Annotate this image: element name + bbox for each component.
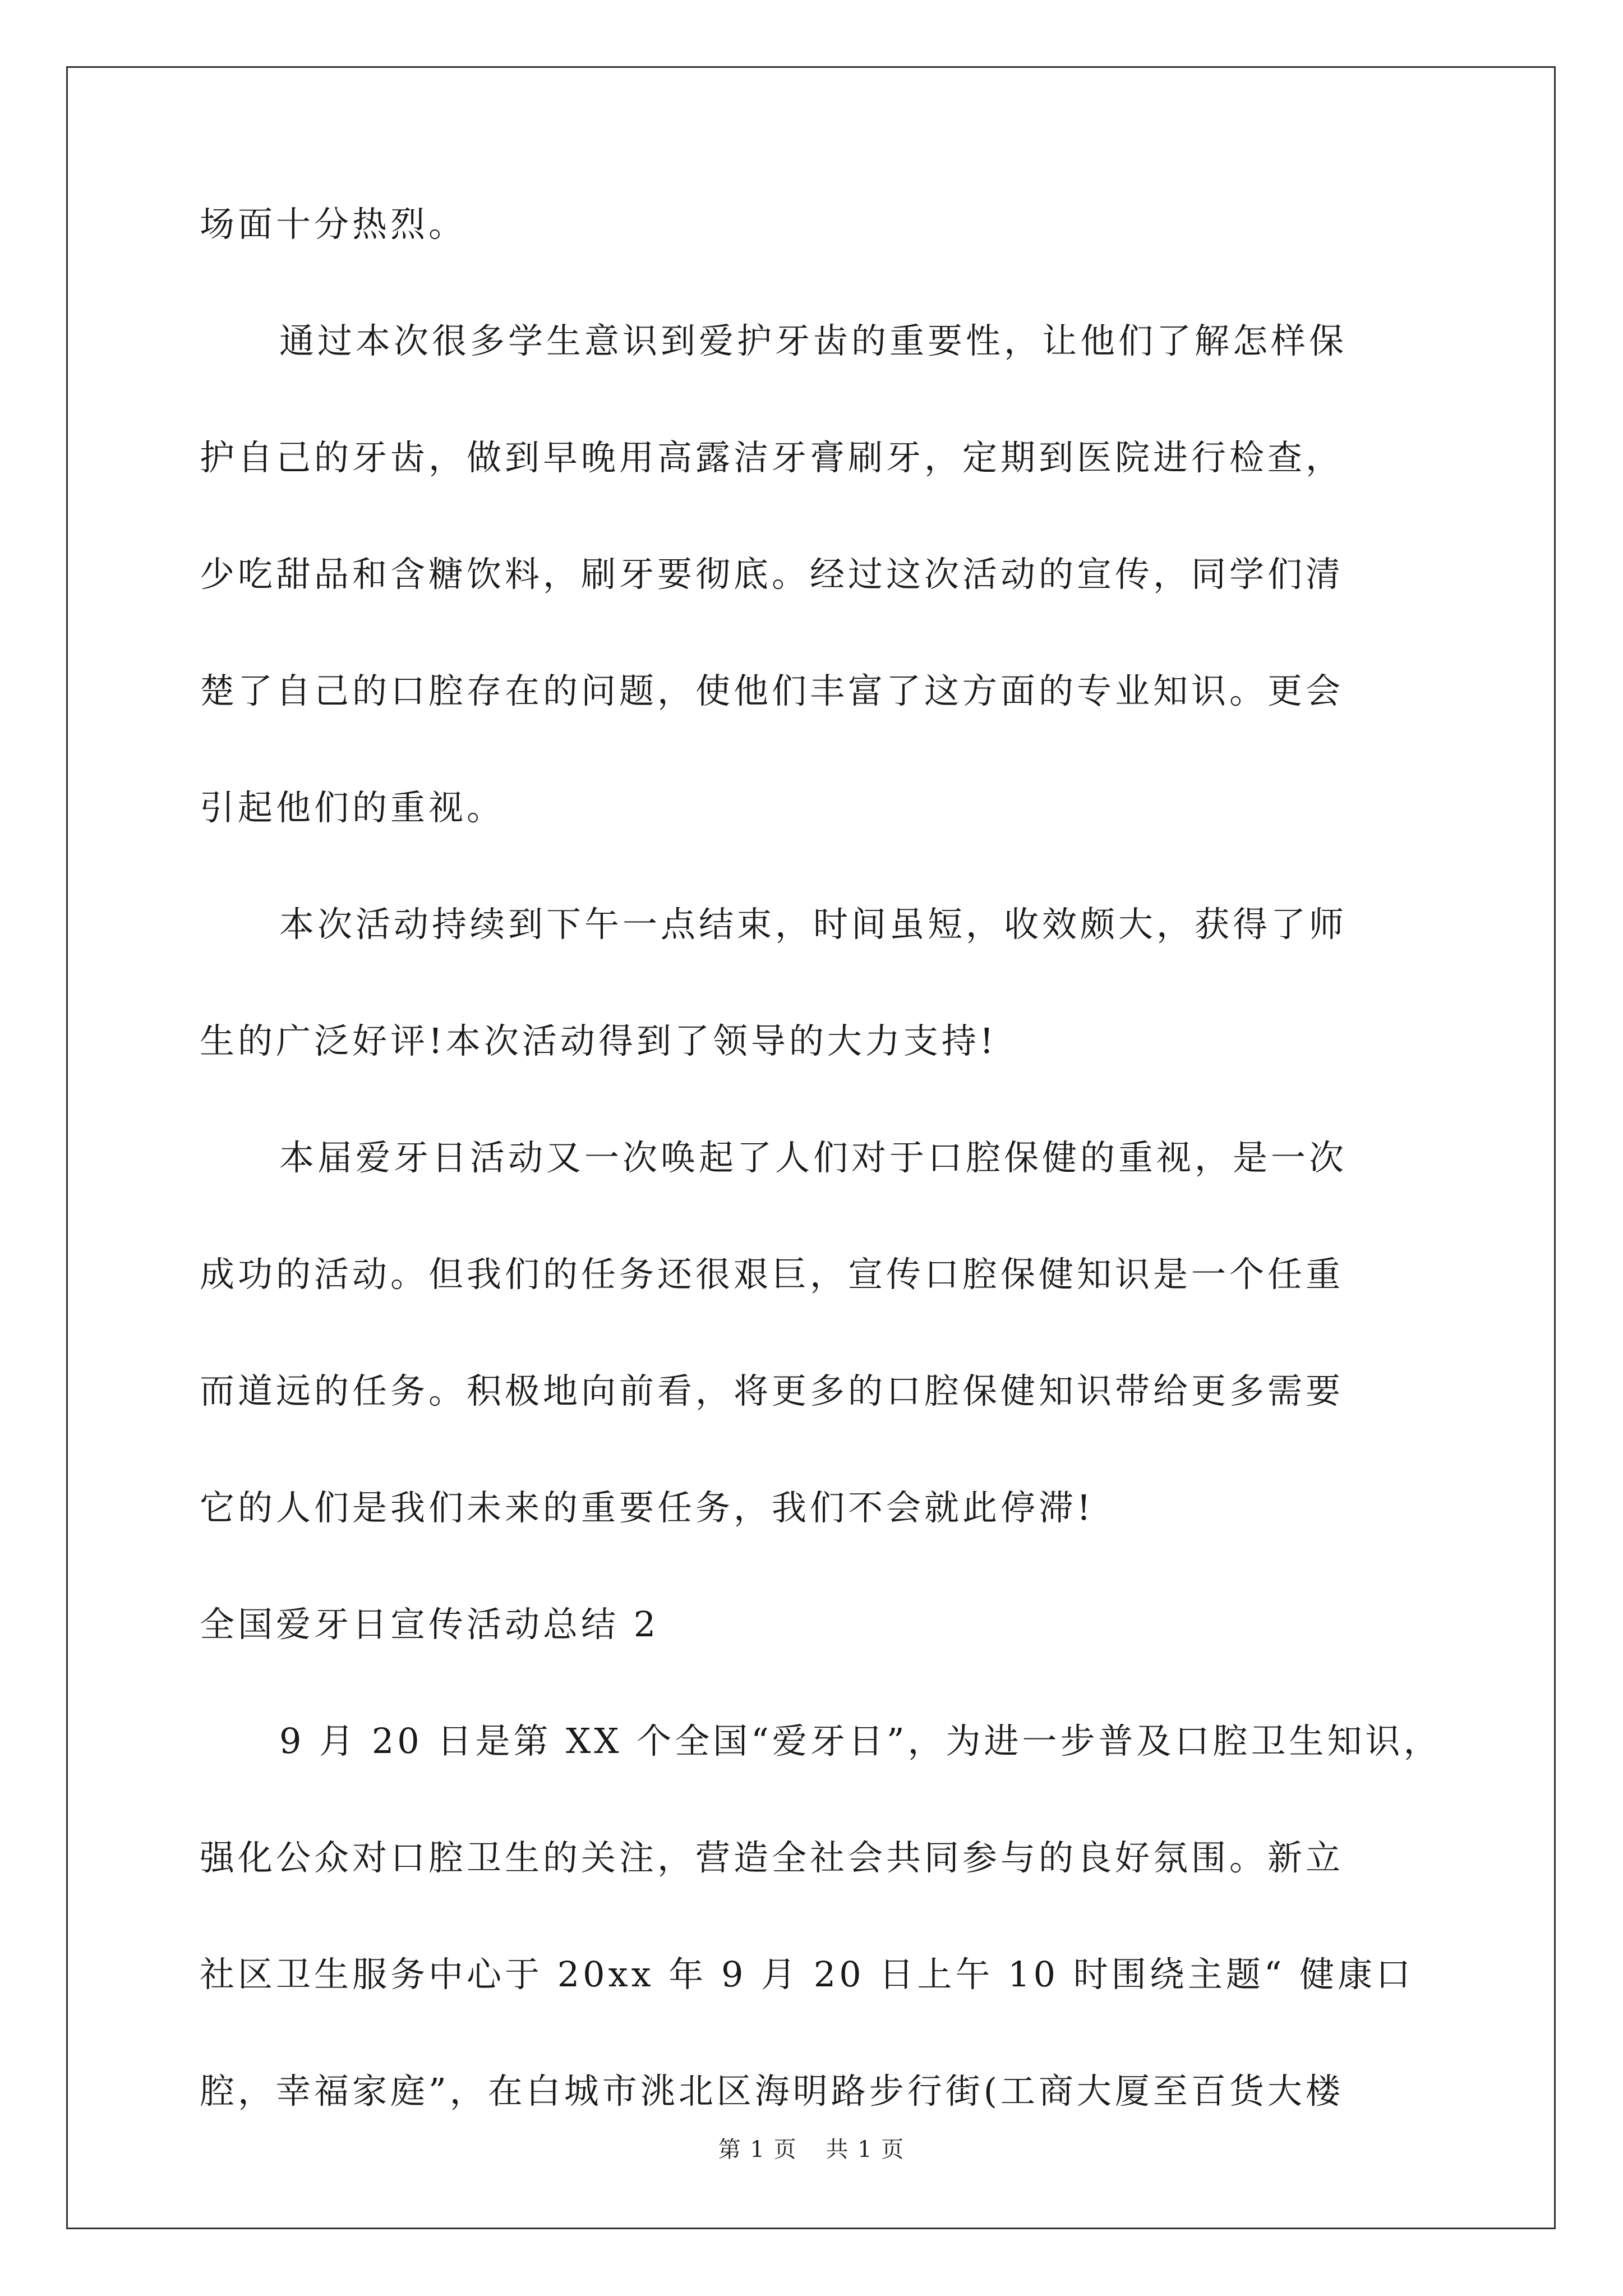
text-line: 场面十分热烈。 <box>200 204 467 245</box>
text-line: 腔，幸福家庭”，在白城市洮北区海明路步行街(工商大厦至百货大楼 <box>200 2070 1344 2111</box>
page-number: 第 1 页 <box>718 2137 797 2162</box>
page-footer <box>0 2132 1623 2164</box>
text-line: 生的广泛好评!本次活动得到了领导的大力支持! <box>200 1020 997 1061</box>
text-line: 本次活动持续到下午一点结束，时间虽短，收效颇大，获得了师 <box>279 904 1348 945</box>
text-line: 引起他们的重视。 <box>200 787 505 828</box>
text-line: 而道远的任务。积极地向前看，将更多的口腔保健知识带给更多需要 <box>200 1370 1344 1411</box>
text-line: 社区卫生服务中心于 20xx 年 9 月 20 日上午 10 时围绕主题“ 健康口 <box>200 1954 1414 1995</box>
text-line: 9 月 20 日是第 XX 个全国“爱牙日”，为进一步普及口腔卫生知识， <box>279 1720 1442 1761</box>
text-line: 少吃甜品和含糖饮料，刷牙要彻底。经过这次活动的宣传，同学们清 <box>200 554 1344 595</box>
section-heading: 全国爱牙日宣传活动总结 2 <box>200 1604 660 1645</box>
text-line: 通过本次很多学生意识到爱护牙齿的重要性，让他们了解怎样保 <box>279 320 1348 361</box>
text-line: 强化公众对口腔卫生的关注，营造全社会共同参与的良好氛围。新立 <box>200 1837 1344 1878</box>
text-line: 护自己的牙齿，做到早晚用高露洁牙膏刷牙，定期到医院进行检查， <box>200 437 1344 478</box>
text-line: 楚了自己的口腔存在的问题，使他们丰富了这方面的专业知识。更会 <box>200 670 1344 711</box>
document-body <box>200 204 1442 2191</box>
text-line: 成功的活动。但我们的任务还很艰巨，宣传口腔保健知识是一个任重 <box>200 1254 1344 1295</box>
page-total: 共 1 页 <box>826 2137 905 2162</box>
text-line: 它的人们是我们未来的重要任务，我们不会就此停滞! <box>200 1487 1094 1528</box>
text-line: 本届爱牙日活动又一次唤起了人们对于口腔保健的重视，是一次 <box>279 1137 1348 1178</box>
